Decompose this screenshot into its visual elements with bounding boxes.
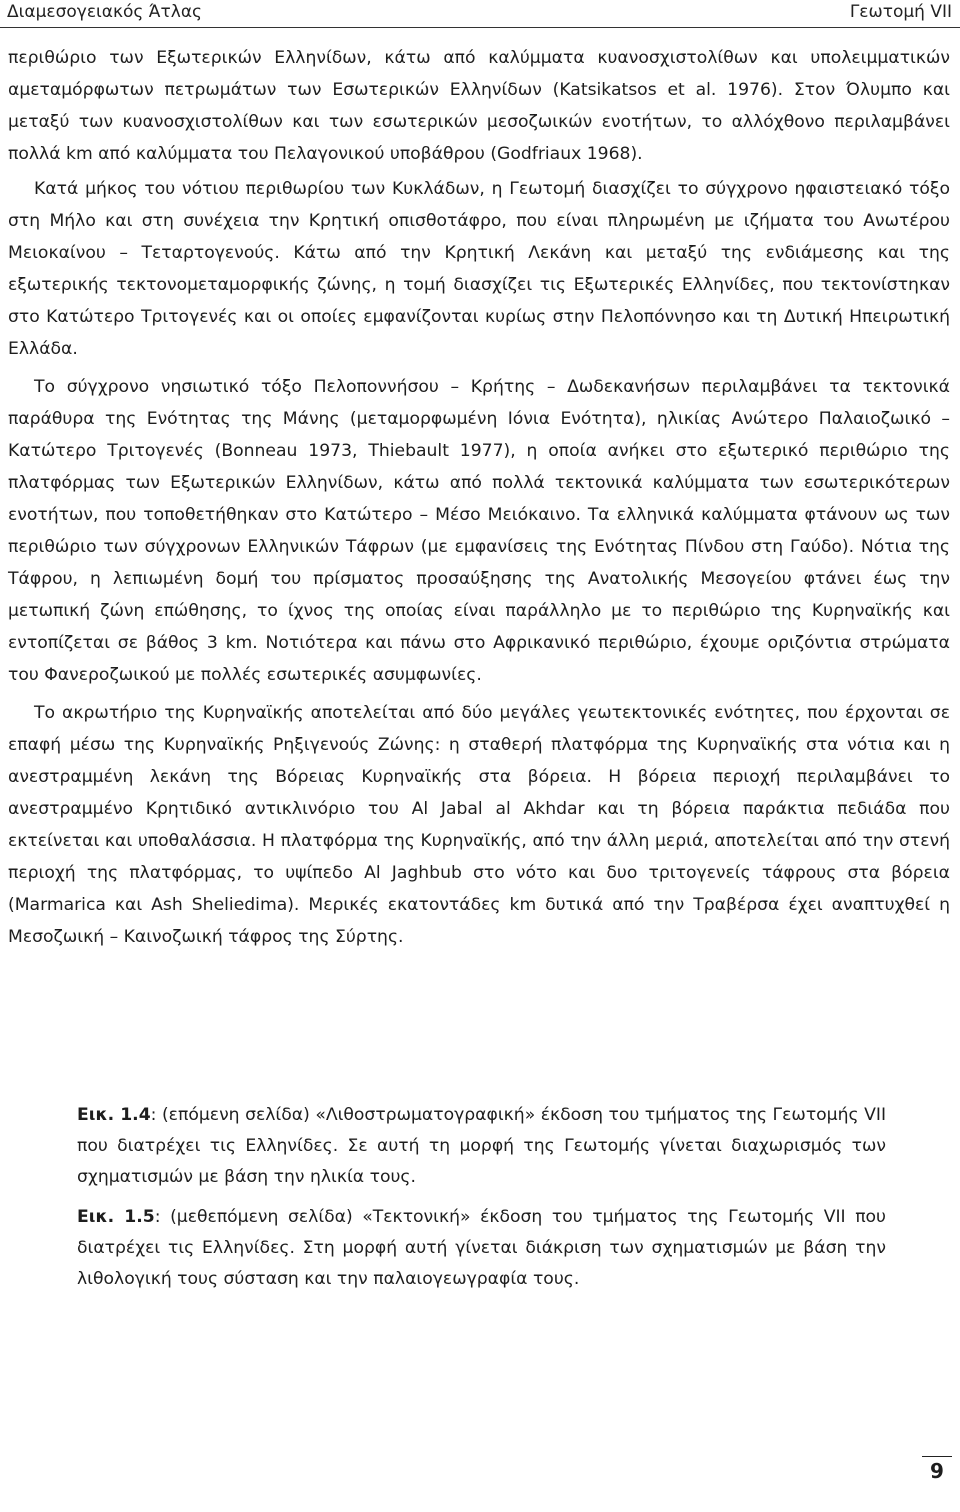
page-footer	[922, 1456, 952, 1483]
body-text	[8, 42, 950, 953]
figure-captions	[77, 1100, 886, 1304]
page-header	[7, 2, 952, 22]
figure-caption	[77, 1100, 886, 1193]
paragraph: περιθώριο των Εξωτερικών Ελληνίδων, κάτω από καλύμματα κυανοσχιστολίθων και υπολειμματικών αμεταμόρφωτων πετρωμάτων των Εσωτερικών Ελληνίδων (Katsikatsos et al. 1976). Στον Όλυμπο και μεταξύ των κυανοσχιστολίθων και των εσωτερικών μεσοζωικών ενοτήτων, το αλλόχθονο περιλαμβάνει πολλά km από καλύμματα του Πελαγονικού υποβάθρου (Godfriaux 1968).	[8, 48, 950, 164]
figure-caption-text: : (επόμενη σελίδα) «Λιθοστρωματογραφική» έκδοση του τμήματος της Γεωτομής VII που διατρέχει τις Ελληνίδες. Σε αυτή τη μορφή της Γεωτομής γίνεται διαχωρισμός των σχηματισμών με βάση την ηλικία τους.	[77, 1105, 887, 1187]
paragraph: Κατά μήκος του νότιου περιθωρίου των Κυκλάδων, η Γεωτομή διασχίζει το σύγχρονο ηφαιστειακό τόξο στη Μήλο και στη συνέχεια την Κρητική οπισθοτάφρο, που είναι πληρωμένη με ιζήματα του Ανωτέρου Μειοκαίνου – Τεταρτογενούς. Κάτω από την Κρητική Λεκάνη και μεταξύ της ενδιάμεσης και της εξωτερικής τεκτονομεταμορφικής ζώνης, η τομή διασχίζει τις Εξωτερικές Ελληνίδες, που τεκτονίστηκαν στο Κατώτερο Τριτογενές και οι οποίες εμφανίζονται κυρίως στην Πελοπόννησο και τη Δυτική Ηπειρωτική Ελλάδα.	[8, 179, 950, 359]
header-rule	[0, 27, 960, 28]
header-section-title: Γεωτομή VII	[849, 2, 952, 22]
footer-rule	[922, 1456, 952, 1457]
figure-caption-text: : (μεθεπόμενη σελίδα) «Τεκτονική» έκδοση του τμήματος της Γεωτομής VII που διατρέχει τις Ελληνίδες. Στη μορφή αυτή γίνεται διάκριση των σχηματισμών με βάση την λιθολογική τους σύσταση και την παλαιογεωγραφία τους.	[77, 1207, 886, 1289]
paragraph: Το σύγχρονο νησιωτικό τόξο Πελοποννήσου – Κρήτης – Δωδεκανήσων περιλαμβάνει τα τεκτονικά παράθυρα της Ενότητας της Μάνης (μεταμορφωμένη Ιόνια Ενότητα), ηλικίας Ανώτερο Παλαιοζωικό – Κατώτερο Τριτογενές (Bonneau 1973, Thiebault 1977), η οποία ανήκει στο εξωτερικό περιθώριο της πλατφόρμας των Εξωτερικών Ελληνίδων, κάτω από πολλά τεκτονικά καλύμματα των εσωτερικότερων ενοτήτων, που τοποθετήθηκαν στο Κατώτερο – Μέσο Μειόκαινο. Τα ελληνικά καλύμματα φτάνουν ως των περιθώριο των σύγχρονων Ελληνικών Τάφρων (με εμφανίσεις της Ενότητας Πίνδου στη Γαύδο). Νότια της Τάφρου, η λεπιωμένη δομή του πρίσματος προσαύξησης της Ανατολικής Μεσογείου φτάνει έως την μετωπική ζώνη επώθησης, το ίχνος της οποίας είναι παράλληλο με το περιθώριο της Κυρηναϊκής και εντοπίζεται σε βάθος 3 km. Νοτιότερα και πάνω στο Αφρικανικό περιθώριο, έχουμε οριζόντια στρώματα του Φανεροζωικού με πολλές εσωτερικές ασυμφωνίες.	[8, 377, 950, 685]
figure-caption	[77, 1202, 886, 1295]
paragraph: Το ακρωτήριο της Κυρηναϊκής αποτελείται από δύο μεγάλες γεωτεκτονικές ενότητες, που έρχονται σε επαφή μέσω της Κυρηναϊκής Ρηξιγενούς Ζώνης: η σταθερή πλατφόρμα της Κυρηναϊκής στα νότια και η ανεστραμμένη λεκάνη της Βόρειας Κυρηναϊκής στα βόρεια. Η βόρεια περιοχή περιλαμβάνει το ανεστραμμένο Κρητιδικό αντικλινόριο του Al Jabal al Akhdar και τη βόρεια παράκτια πεδιάδα που εκτείνεται και υποθαλάσσια. Η πλατφόρμα της Κυρηναϊκής, από την άλλη μεριά, αποτελείται από την στενή περιοχή της πλατφόρμας, το υψίπεδο Al Jaghbub στο νότο και δυο τριτογενείς τάφρους στα βόρεια (Marmarica και Ash Sheliedima). Μερικές εκατοντάδες km δυτικά από την Τραβέρσα έχει αναπτυχθεί η Μεσοζωική – Καινοζωική τάφρος της Σύρτης.	[8, 703, 950, 947]
page-number: 9	[930, 1459, 944, 1483]
figure-caption-label: Εικ. 1.5	[77, 1207, 155, 1227]
header-atlas-title: Διαμεσογειακός Άτλας	[7, 2, 203, 22]
figure-caption-label: Εικ. 1.4	[77, 1105, 151, 1125]
